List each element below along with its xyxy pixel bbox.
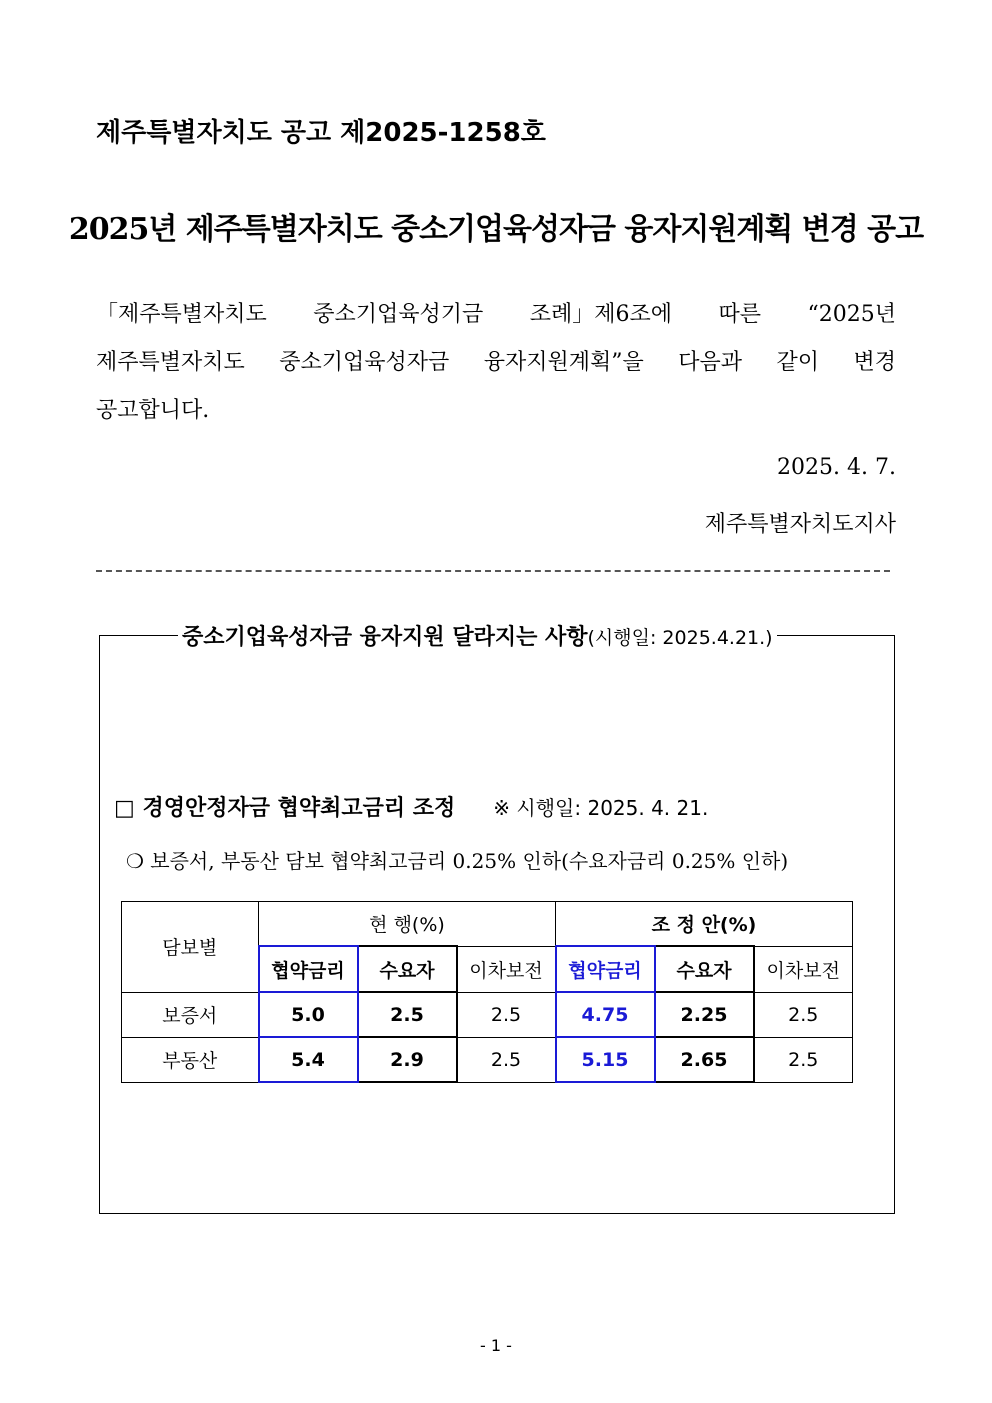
sub-header: 협약금리 bbox=[556, 946, 655, 992]
notice-number: 제주특별자치도 공고 제2025-1258호 bbox=[96, 118, 546, 148]
group-header-adjusted: 조 정 안(%) bbox=[556, 902, 853, 947]
bullet-line: ❍ 보증서, 부동산 담보 협약최고금리 0.25% 인하(수요자금리 0.25% 인하) bbox=[126, 849, 789, 873]
table-cell: 2.9 bbox=[358, 1037, 457, 1082]
body-word: 같이 bbox=[776, 350, 819, 375]
table-cell: 2.5 bbox=[457, 1037, 556, 1082]
table-cell: 2.5 bbox=[358, 992, 457, 1037]
section-title: □ 경영안정자금 협약최고금리 조정 bbox=[114, 795, 456, 821]
rate-table bbox=[121, 901, 853, 1083]
row-label: 부동산 bbox=[122, 1037, 259, 1082]
body-line-2 bbox=[96, 345, 896, 376]
dashed-divider bbox=[96, 570, 890, 572]
table-cell: 4.75 bbox=[556, 992, 655, 1037]
sub-header: 협약금리 bbox=[259, 946, 358, 992]
body-word: 조례」제6조에 bbox=[529, 302, 672, 327]
table-cell: 5.4 bbox=[259, 1037, 358, 1082]
table-cell: 2.65 bbox=[655, 1037, 754, 1082]
group-header-current: 현 행(%) bbox=[259, 902, 556, 947]
row-label: 보증서 bbox=[122, 992, 259, 1037]
legend-title: 중소기업육성자금 융자지원 달라지는 사항 bbox=[182, 625, 588, 650]
body-word: 중소기업육성기금 bbox=[313, 302, 484, 327]
row-header-cell: 담보별 bbox=[122, 902, 259, 993]
body-word: 중소기업육성자금 bbox=[279, 350, 450, 375]
body-line-3: 공고합니다. bbox=[96, 398, 210, 423]
body-word: 제주특별자치도 bbox=[96, 350, 245, 375]
body-word: 변경 bbox=[853, 350, 896, 375]
sub-header: 수요자 bbox=[358, 946, 457, 992]
box-legend bbox=[178, 620, 777, 651]
sub-header: 수요자 bbox=[655, 946, 754, 992]
table-cell: 2.5 bbox=[754, 992, 853, 1037]
sub-header: 이차보전 bbox=[754, 946, 853, 992]
table-cell: 2.25 bbox=[655, 992, 754, 1037]
sub-header: 이차보전 bbox=[457, 946, 556, 992]
body-word: 융자지원계획”을 bbox=[483, 350, 644, 375]
body-line-1 bbox=[96, 297, 896, 328]
table-cell: 5.15 bbox=[556, 1037, 655, 1082]
signer: 제주특별자치도지사 bbox=[704, 512, 896, 537]
body-word: 다음과 bbox=[678, 350, 742, 375]
table-row bbox=[122, 992, 853, 1037]
body-word: 따른 bbox=[718, 302, 761, 327]
table-cell: 2.5 bbox=[754, 1037, 853, 1082]
section-heading bbox=[114, 791, 708, 822]
section-note: ※ 시행일: 2025. 4. 21. bbox=[493, 796, 709, 820]
body-word: 「제주특별자치도 bbox=[96, 302, 267, 327]
table-cell: 2.5 bbox=[457, 992, 556, 1037]
table-row bbox=[122, 1037, 853, 1082]
legend-date: (시행일: 2025.4.21.) bbox=[587, 627, 773, 649]
document-title: 2025년 제주특별자치도 중소기업육성자금 융자지원계획 변경 공고 bbox=[68, 212, 924, 247]
table-cell: 5.0 bbox=[259, 992, 358, 1037]
notice-date: 2025. 4. 7. bbox=[777, 455, 896, 480]
body-word: “2025년 bbox=[807, 302, 896, 327]
page-number: - 1 - bbox=[480, 1336, 512, 1355]
